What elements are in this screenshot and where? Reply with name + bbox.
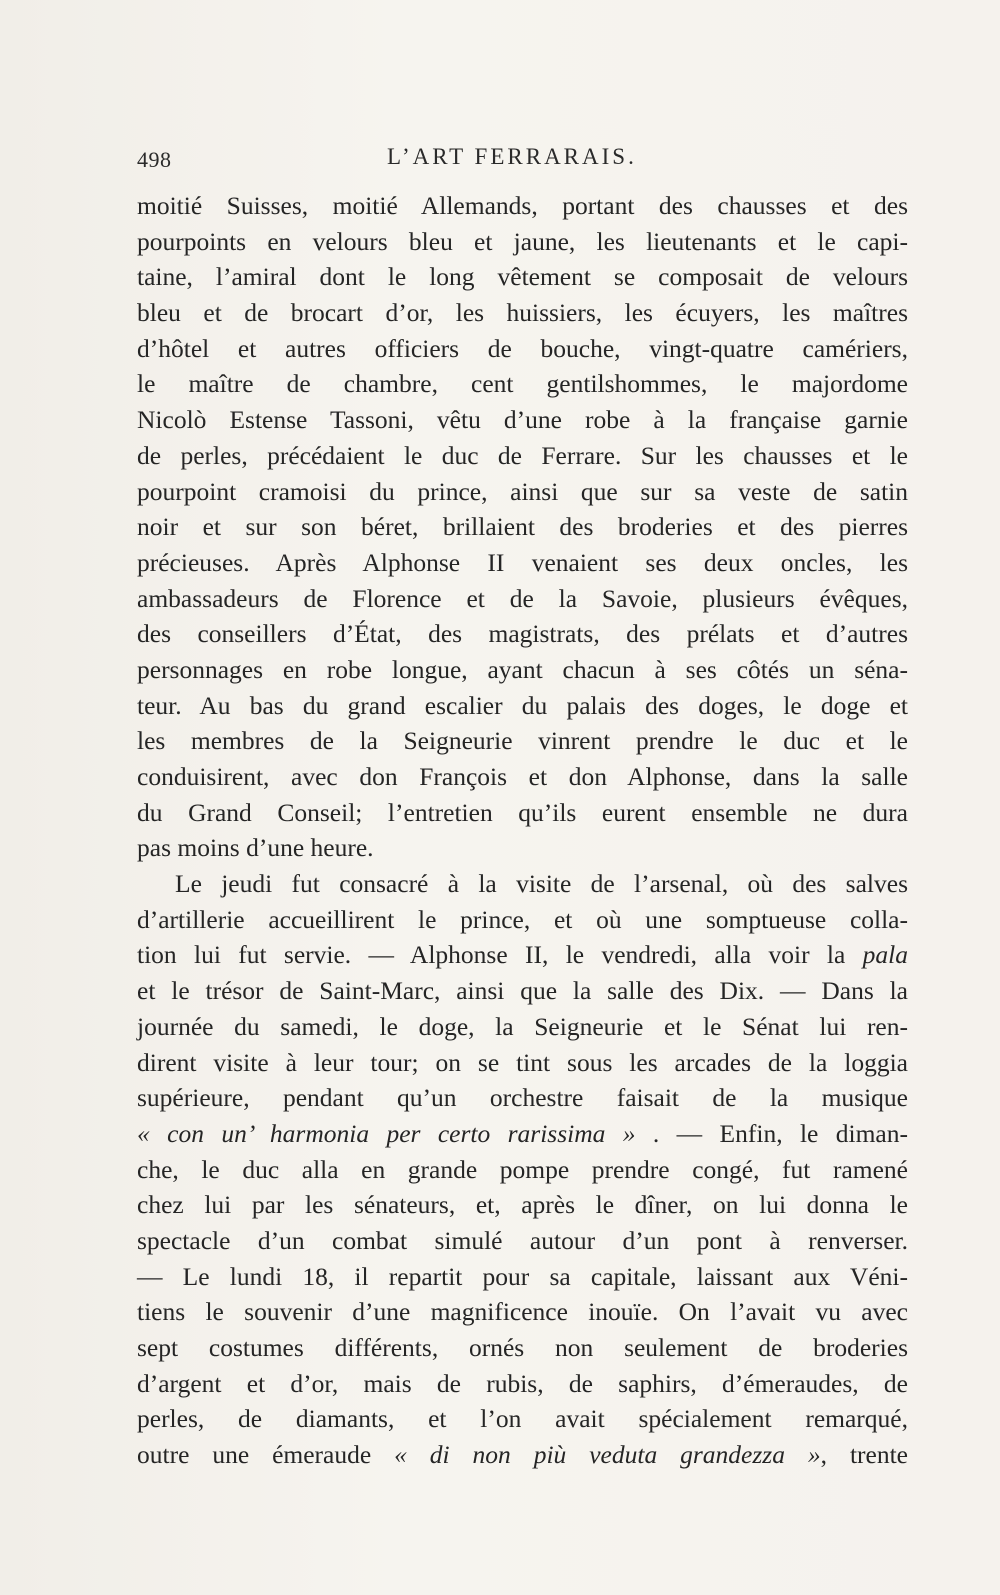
text-line [137,1437,908,1473]
text-line: d’hôtel et autres officiers de bouche, vingt-quatre camériers, [137,333,908,363]
text-line: des conseillers d’État, des magistrats, des prélats et d’autres [137,619,908,649]
body-text [137,188,908,1473]
running-title: L’ART FERRARAIS. [387,144,637,169]
text-line: taine, l’amiral dont le long vêtement se composait de velours [137,262,908,292]
page-header [137,142,897,182]
text-line [137,937,908,973]
text-line: bleu et de brocart d’or, les huissiers, les écuyers, les maîtres [137,298,908,328]
text-line: pas moins d’une heure. [137,833,374,863]
text-line: d’artillerie accueillirent le prince, et où une somptueuse colla- [137,904,908,934]
text-segment: . — Enfin, le diman- [635,1118,908,1148]
text-line: précieuses. Après Alphonse II venaient ses deux oncles, les [137,547,908,577]
text-segment: tion lui fut servie. — Alphonse II, le vendredi, alla voir la [137,940,863,970]
text-line: noir et sur son béret, brillaient des broderies et des pierres [137,512,908,542]
text-line: et le trésor de Saint-Marc, ainsi que la salle des Dix. — Dans la [137,976,908,1006]
italic-quote: « con un’ harmonia per certo rarissima » [137,1118,636,1148]
text-line: conduisirent, avec don François et don Alphonse, dans la salle [137,762,908,791]
text-line: perles, de diamants, et l’on avait spécialement remarqué, [137,1404,908,1434]
text-line: supérieure, pendant qu’un orchestre faisait de la musique [137,1083,908,1113]
text-line: teur. Au bas du grand escalier du palais des doges, le doge et [137,690,908,720]
paragraph-first-line: Le jeudi fut consacré à la visite de l’arsenal, où des salves [175,869,908,899]
text-line: — Le lundi 18, il repartit pour sa capitale, laissant aux Véni- [137,1261,908,1291]
italic-word: pala [862,940,908,970]
italic-quote: « di non più veduta grandezza » [394,1440,821,1470]
page-number: 498 [137,147,172,172]
text-line: chez lui par les sénateurs, et, après le dîner, on lui donna le [137,1190,908,1220]
text-line: d’argent et d’or, mais de rubis, de saphirs, d’émeraudes, de [137,1368,908,1398]
text-segment: outre une émeraude [137,1440,395,1470]
text-line: sept costumes différents, ornés non seulement de broderies [137,1333,908,1362]
text-line: Nicolò Estense Tassoni, vêtu d’une robe à la française garnie [137,405,908,435]
text-line: le maître de chambre, cent gentilshommes, le majordome [137,369,908,399]
text-line: de perles, précédaient le duc de Ferrare. Sur les chausses et le [137,440,908,470]
text-line: moitié Suisses, moitié Allemands, portant des chausses et des [137,191,908,220]
text-line: spectacle d’un combat simulé autour d’un pont à renverser. [137,1225,908,1255]
text-line: ambassadeurs de Florence et de la Savoie, plusieurs évêques, [137,583,908,613]
text-line: pourpoints en velours bleu et jaune, les lieutenants et le capi- [137,226,908,256]
text-line: che, le duc alla en grande pompe prendre congé, fut ramené [137,1154,908,1184]
text-line: du Grand Conseil; l’entretien qu’ils eurent ensemble ne dura [137,797,908,827]
text-line [137,1116,908,1152]
text-line: tiens le souvenir d’une magnificence inouïe. On l’avait vu avec [137,1297,908,1327]
text-line: journée du samedi, le doge, la Seigneurie et le Sénat lui ren- [137,1011,908,1041]
text-line: dirent visite à leur tour; on se tint sous les arcades de la loggia [137,1047,908,1077]
text-line: pourpoint cramoisi du prince, ainsi que sur sa veste de satin [137,476,908,506]
text-segment: , trente [820,1440,908,1470]
text-line: les membres de la Seigneurie vinrent prendre le duc et le [137,726,908,756]
text-line: personnages en robe longue, ayant chacun à ses côtés un séna- [137,654,908,684]
